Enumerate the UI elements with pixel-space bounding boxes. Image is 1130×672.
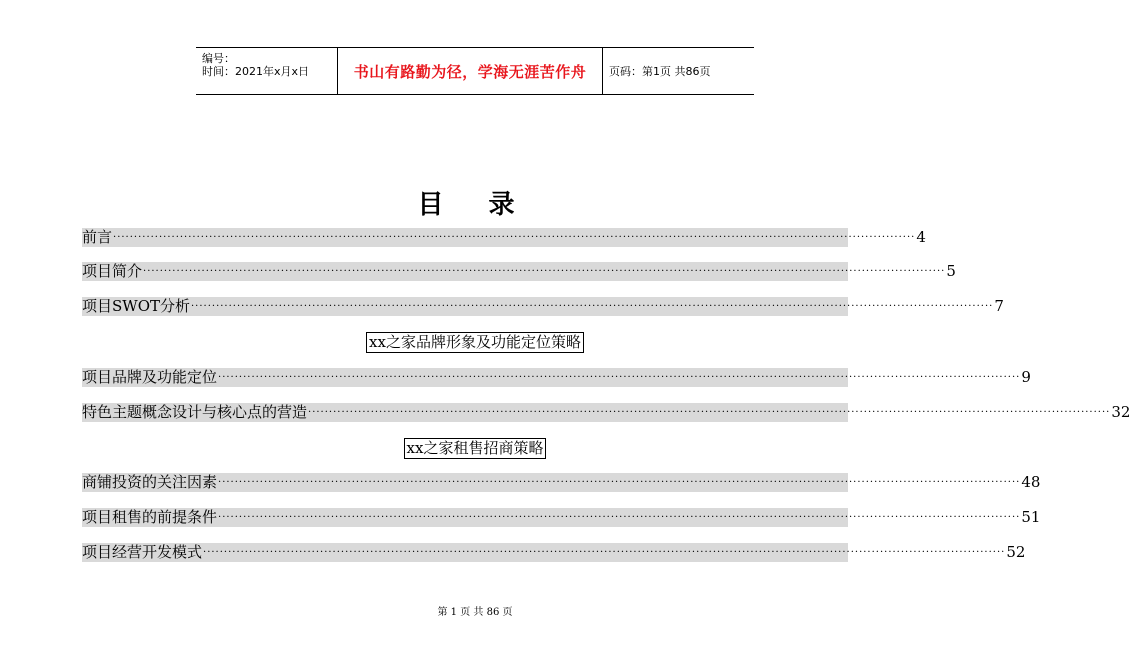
toc-entry-label: 商铺投资的关注因素 xyxy=(82,473,218,491)
toc-entry-label: 项目租售的前提条件 xyxy=(82,508,218,526)
toc-leader-dots: ································································································································································································ xyxy=(218,477,1021,488)
toc-entry[interactable] xyxy=(82,508,1041,527)
toc-entry-page: 7 xyxy=(994,297,1004,315)
toc-leader-dots: ································································································································································································ xyxy=(113,232,916,243)
header-meta xyxy=(196,48,338,94)
toc-leader-dots: ································································································································································································ xyxy=(218,372,1021,383)
toc-entry[interactable] xyxy=(82,297,1004,316)
section-heading xyxy=(0,332,950,353)
toc-entry-label: 项目经营开发模式 xyxy=(82,543,203,561)
toc-entry-page: 51 xyxy=(1021,508,1041,526)
toc-entry-page: 32 xyxy=(1111,403,1130,421)
toc-title: 目 录 xyxy=(417,190,533,220)
toc-entry-label: 项目简介 xyxy=(82,262,143,280)
toc-entry-page: 5 xyxy=(946,262,956,280)
toc-entry[interactable] xyxy=(82,262,956,281)
toc-leader-dots: ································································································································································································ xyxy=(203,547,1006,558)
page-header xyxy=(196,47,754,95)
toc-entry[interactable] xyxy=(82,543,1026,562)
section-heading xyxy=(0,438,950,459)
page-footer: 第 1 页 共 86 页 xyxy=(437,607,513,618)
toc-leader-dots: ································································································································································································ xyxy=(218,512,1021,523)
toc-entry-page: 4 xyxy=(916,228,926,246)
section-heading-text: xx之家租售招商策略 xyxy=(404,438,547,459)
toc-entry-page: 48 xyxy=(1021,473,1041,491)
toc-entry-label: 特色主题概念设计与核心点的营造 xyxy=(82,403,308,421)
toc-entry-page: 52 xyxy=(1006,543,1026,561)
toc-entry[interactable] xyxy=(82,473,1041,492)
toc-entry-page: 9 xyxy=(1021,368,1031,386)
date-label: 时间：2021年x月x日 xyxy=(202,65,310,78)
toc-entry-label: 项目SWOT分析 xyxy=(82,297,190,315)
toc-entry[interactable] xyxy=(82,228,926,247)
number-label: 编号： xyxy=(202,52,235,65)
toc-leader-dots: ································································································································································································ xyxy=(308,407,1111,418)
toc-leader-dots: ································································································································································································ xyxy=(143,266,946,277)
toc-entry-label: 项目品牌及功能定位 xyxy=(82,368,218,386)
header-motto: 书山有路勤为径，学海无涯苦作舟 xyxy=(338,48,603,94)
header-page-label: 页码：第1页 共86页 xyxy=(609,65,711,78)
toc-entry-label: 前言 xyxy=(82,228,113,246)
section-heading-text: xx之家品牌形象及功能定位策略 xyxy=(366,332,584,353)
toc-entry[interactable] xyxy=(82,403,1130,422)
toc-entry[interactable] xyxy=(82,368,1031,387)
toc-leader-dots: ································································································································································································ xyxy=(191,301,994,312)
